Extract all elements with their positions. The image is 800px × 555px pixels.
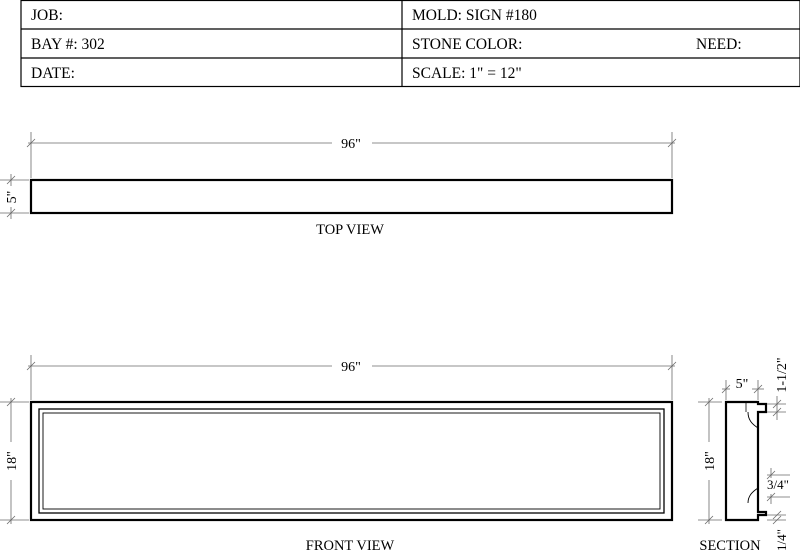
top-view <box>0 132 676 238</box>
title-block <box>21 0 800 87</box>
front-view-outline <box>31 402 672 520</box>
mold-field: MOLD: SIGN #180 <box>412 7 537 24</box>
top-view-label: TOP VIEW <box>316 222 384 238</box>
section-profile-curves <box>748 412 758 503</box>
stone-color-field: STONE COLOR: <box>412 36 523 53</box>
front-view <box>0 355 676 554</box>
job-field: JOB: <box>31 7 63 24</box>
section-view <box>698 357 790 554</box>
bay-field: BAY #: 302 <box>31 36 105 53</box>
section-depth-dim: 5" <box>735 377 749 392</box>
front-view-length-dim: 96" <box>341 360 361 375</box>
top-view-length-dim: 96" <box>341 137 361 152</box>
section-bottom-ticks <box>773 511 781 524</box>
title-block-frame <box>21 1 800 87</box>
section-height-dim: 18" <box>703 451 718 471</box>
top-view-outline <box>31 180 672 213</box>
scale-field: SCALE: 1" = 12" <box>412 65 522 82</box>
need-field: NEED: <box>696 36 742 53</box>
section-bottom-dim: 1/4" <box>774 529 789 551</box>
section-label: SECTION <box>699 538 761 554</box>
section-profile <box>726 402 766 520</box>
front-view-panel-inner <box>43 413 660 509</box>
front-view-label: FRONT VIEW <box>305 538 395 554</box>
top-view-height-dim: 5" <box>5 190 20 204</box>
section-bottom-notch-dim: 3/4" <box>767 477 789 492</box>
date-field: DATE: <box>31 65 75 82</box>
front-view-height-dim: 18" <box>5 451 20 471</box>
front-view-panel-outer <box>39 409 664 513</box>
section-top-notch-dim: 1-1/2" <box>775 357 790 393</box>
